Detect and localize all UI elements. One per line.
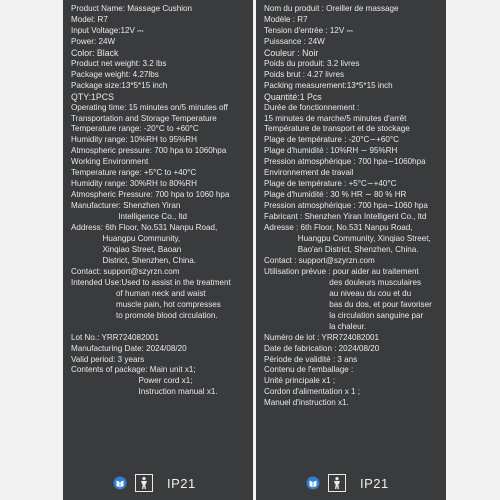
manual-book-icon xyxy=(306,476,320,490)
type-bf-applied-part-icon xyxy=(328,474,346,492)
label-line: Poids brut : 4.27 livres xyxy=(264,69,345,79)
label-line: la chaleur. xyxy=(264,321,367,331)
label-line: Cordon d'alimentation x 1 ; xyxy=(264,387,361,397)
french-label-text xyxy=(264,4,446,409)
english-label-text xyxy=(71,4,253,398)
label-line: Poids du produit: 3.2 livres xyxy=(264,58,360,68)
label-line: Pression atmosphérique : 700 hpa∼1060hpa xyxy=(264,157,426,167)
label-line: Color: Black xyxy=(71,47,119,58)
label-line: Couleur : Noir xyxy=(264,47,319,58)
label-line: Contact : support@szyrzn.com xyxy=(264,255,375,265)
label-line: Packing measurement:13*5*15 inch xyxy=(264,80,393,90)
label-line: Temperature range: -20°C to +60°C xyxy=(71,124,199,134)
label-line: Utilisation prévue : pour aider au traitement xyxy=(264,266,419,276)
french-label-footer xyxy=(256,472,446,494)
label-line: Manuel d'instruction x1. xyxy=(264,398,349,408)
label-line: Plage de température : +5°C∼+40°C xyxy=(264,179,397,189)
label-line: Humidity range: 30%RH to 80%RH xyxy=(71,179,197,189)
label-line: Model: R7 xyxy=(71,14,108,24)
label-line: Modèle : R7 xyxy=(264,14,308,24)
label-line: Puissance : 24W xyxy=(264,36,325,46)
label-line: Input Voltage:12V ⎓ xyxy=(71,25,144,35)
label-line: Intended Use:Used to assist in the treatment xyxy=(71,277,231,287)
label-line: bas du dos, et pour favoriser xyxy=(264,299,432,309)
label-line: Humidity range: 10%RH to 95%RH xyxy=(71,135,197,145)
label-line: Address: 6th Floor, No.531 Nanpu Road, xyxy=(71,223,218,233)
ip-rating: IP21 xyxy=(167,475,196,491)
label-line: Temperature range: +5°C to +40°C xyxy=(71,168,197,178)
label-line: Environnement de travail xyxy=(264,168,354,178)
label-line: Xinqiao Street, Baoan xyxy=(71,244,182,254)
label-line: Contents of package: Main unit x1; xyxy=(71,365,196,375)
label-line: Tension d'entrée : 12V ⎓ xyxy=(264,25,353,35)
label-line: District, Shenzhen, China. xyxy=(71,255,197,265)
label-line: Fabricant : Shenzhen Yiran Intelligent Co., ltd xyxy=(264,212,427,222)
label-line: Adresse : 6th Floor, No.531 Nanpu Road, xyxy=(264,223,413,233)
label-line: Manufacturing Date: 2024/08/20 xyxy=(71,343,187,353)
label-line: Contact: support@szyrzn.com xyxy=(71,266,180,276)
type-bf-applied-part-icon xyxy=(135,474,153,492)
label-line: to promote blood circulation. xyxy=(71,310,218,320)
label-line: Operating time: 15 minutes on/5 minutes off xyxy=(71,102,228,112)
label-line: Power: 24W xyxy=(71,36,116,46)
label-line: Unité principale x1 ; xyxy=(264,376,336,386)
label-line: Contenu de l'emballage : xyxy=(264,365,354,375)
label-line: Instruction manual x1. xyxy=(71,387,218,397)
english-label-footer xyxy=(63,472,253,494)
label-line: 15 minutes de marche/5 minutes d'arrêt xyxy=(264,113,407,123)
manual-book-icon xyxy=(113,476,127,490)
label-line: Transportation and Storage Temperature xyxy=(71,113,217,123)
label-line: Nom du produit : Oreiller de massage xyxy=(264,4,399,13)
english-label-panel xyxy=(63,0,253,500)
label-line: Product Name: Massage Cushion xyxy=(71,4,193,13)
label-line: Plage de température : -20°C∼+60°C xyxy=(264,135,399,145)
label-line: Intelligence Co., ltd xyxy=(71,212,188,222)
label-line: of human neck and waist xyxy=(71,288,206,298)
label-line: Atmospheric Pressure: 700 hpa to 1060 hpa xyxy=(71,190,230,200)
label-line: Manufacturer: Shenzhen Yiran xyxy=(71,201,181,211)
label-line: Température de transport et de stockage xyxy=(264,124,410,134)
label-line: Bao'an District, Shenzhen, China. xyxy=(264,244,419,254)
label-line: des douleurs musculaires xyxy=(264,277,421,287)
label-line: Plage d'humidité : 30 % HR ∼ 80 % HR xyxy=(264,190,407,200)
label-line: Durée de fonctionnement : xyxy=(264,102,360,112)
label-line: muscle pain, hot compresses xyxy=(71,299,221,309)
label-line: Package size:13*5*15 inch xyxy=(71,80,168,90)
label-line: Lot No.: YRR724082001 xyxy=(71,332,160,342)
label-line: QTY:1PCS xyxy=(71,91,115,102)
label-line: la circulation sanguine par xyxy=(264,310,424,320)
label-line: Package weight: 4.27lbs xyxy=(71,69,159,79)
label-line: Période de validité : 3 ans xyxy=(264,354,358,364)
label-line xyxy=(71,322,253,333)
label-line: Product net weight: 3.2 lbs xyxy=(71,58,167,68)
label-line: Date de fabrication : 2024/08/20 xyxy=(264,343,380,353)
label-line: Working Environment xyxy=(71,157,149,167)
label-line: Huangpu Community, xyxy=(71,234,181,244)
label-line: Plage d'humidité : 10%RH ∼ 95%RH xyxy=(264,146,398,156)
label-line: Huangpu Community, Xinqiao Street, xyxy=(264,234,431,244)
ip-rating: IP21 xyxy=(360,475,389,491)
french-label-panel xyxy=(256,0,446,500)
label-line: Atmospheric pressure: 700 hpa to 1060hpa xyxy=(71,146,227,156)
label-line: Quantité:1 Pcs xyxy=(264,91,322,102)
label-line: Pression atmosphérique : 700 hpa∼1060 hpa xyxy=(264,201,428,211)
label-line: Valid period: 3 years xyxy=(71,354,145,364)
label-line: au niveau du cou et du xyxy=(264,288,412,298)
label-line: Power cord x1; xyxy=(71,376,193,386)
label-line: Numéro de lot : YRR724082001 xyxy=(264,332,380,342)
